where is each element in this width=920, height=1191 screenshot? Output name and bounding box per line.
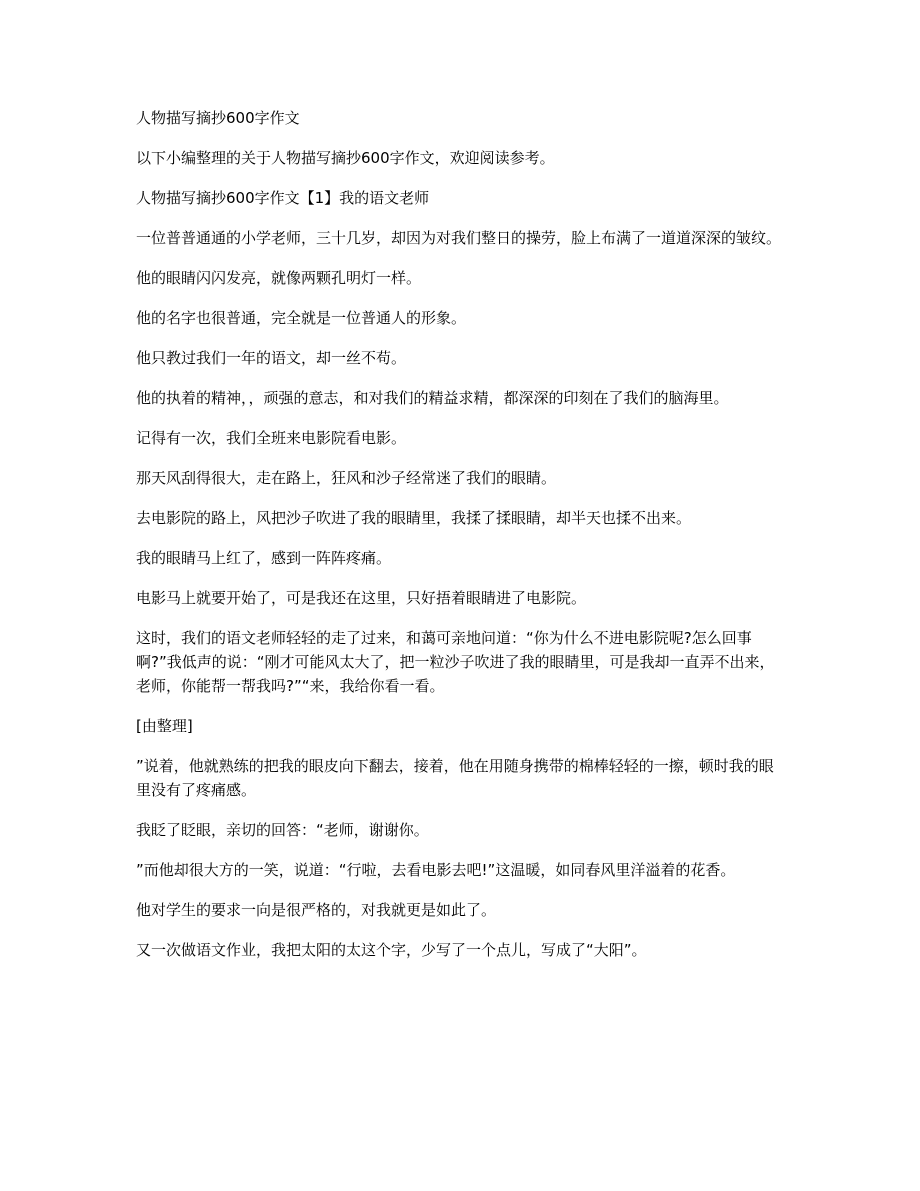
body-paragraph: 他的执着的精神，，顽强的意志，和对我们的精益求精，都深深的印刻在了我们的脑海里。 (136, 389, 729, 407)
body-paragraph: 他只教过我们一年的语文，却一丝不苟。 (136, 349, 407, 367)
body-paragraph: 电影马上就要开始了，可是我还在这里，只好捂着眼睛进了电影院。 (136, 589, 587, 607)
body-paragraph: 我的眼睛马上红了，感到一阵阵疼痛。 (136, 549, 392, 567)
body-paragraph: 他对学生的要求一向是很严格的，对我就更是如此了。 (136, 901, 497, 919)
body-paragraph: 记得有一次，我们全班来电影院看电影。 (136, 429, 407, 447)
body-paragraph: ”说着，他就熟练的把我的眼皮向下翻去，接着，他在用随身携带的棉棒轻轻的一擦，顿时我的眼里没有了疼痛感。 (136, 757, 774, 799)
document-title: 人物描写摘抄600字作文 (136, 109, 300, 127)
body-paragraph: 一位普普通通的小学老师，三十几岁，却因为对我们整日的操劳，脸上布满了一道道深深的皱纹。 (136, 229, 782, 247)
body-paragraph: 这时，我们的语文老师轻轻的走了过来，和蔼可亲地问道：“你为什么不进电影院呢?怎么回事啊?”我低声的说：“刚才可能风太大了，把一粒沙子吹进了我的眼睛里，可是我却一直弄不出来，老师，你能帮一帮我吗?”“来，我给你看一看。 (136, 629, 775, 695)
body-paragraph: 我眨了眨眼，亲切的回答：“老师，谢谢你。 (136, 821, 429, 839)
section-heading: 人物描写摘抄600字作文【1】我的语文老师 (136, 189, 430, 207)
source-note: [由整理] (136, 717, 193, 735)
intro-paragraph: 以下小编整理的关于人物描写摘抄600字作文，欢迎阅读参考。 (136, 149, 555, 167)
document-body (136, 106, 786, 978)
body-paragraph: 他的眼睛闪闪发亮，就像两颗孔明灯一样。 (136, 269, 422, 287)
body-paragraph: ”而他却很大方的一笑，说道：“行啦，去看电影去吧!”这温暖，如同春风里洋溢着的花香。 (136, 861, 736, 879)
body-paragraph: 去电影院的路上，风把沙子吹进了我的眼睛里，我揉了揉眼睛，却半天也揉不出来。 (136, 509, 692, 527)
body-paragraph: 他的名字也很普通，完全就是一位普通人的形象。 (136, 309, 467, 327)
body-paragraph: 又一次做语文作业，我把太阳的太这个字，少写了一个点儿，写成了“大阳”。 (136, 941, 647, 959)
body-paragraph: 那天风刮得很大，走在路上，狂风和沙子经常迷了我们的眼睛。 (136, 469, 557, 487)
